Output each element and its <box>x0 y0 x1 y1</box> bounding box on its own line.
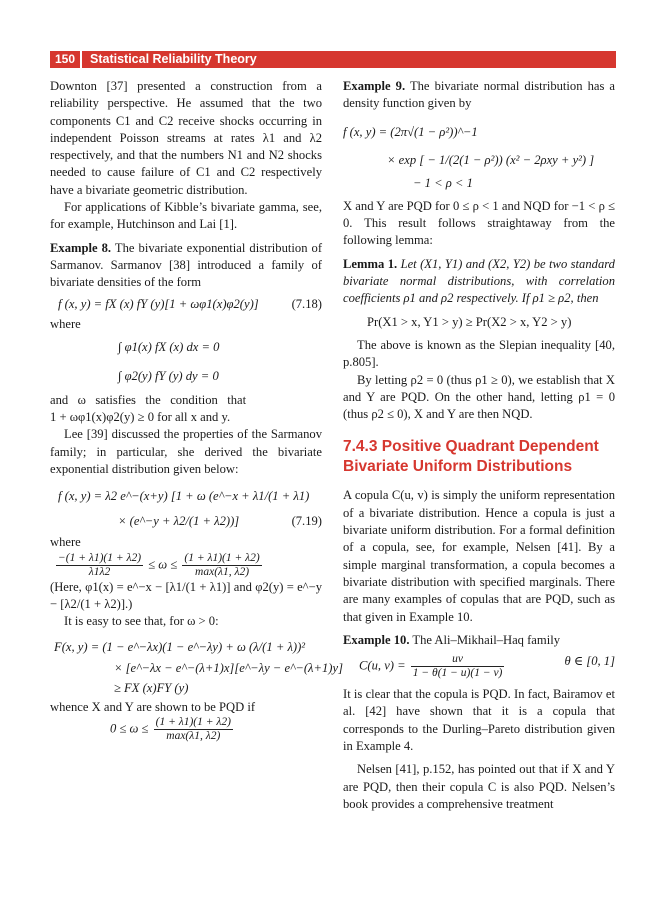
omega-lower-numerator: −(1 + λ1)(1 + λ2) <box>58 551 142 564</box>
pqd-bound-fraction <box>154 716 233 743</box>
pqd-bound-numerator: (1 + λ1)(1 + λ2) <box>155 716 231 729</box>
equation-7-18-body: f (x, y) = fX (x) fY (y)[1 + ωφ1(x)φ2(y)] <box>58 296 259 311</box>
lemma-1-text: Let (X1, Y1) and (X2, Y2) be two standard bivariate normal distributions, with correlation coefficients ρ1 and ρ2 respectively. If ρ1 ≥ ρ2, then <box>343 256 615 306</box>
amh-copula-left: C(u, v) = <box>359 658 406 673</box>
phi-definitions: (Here, φ1(x) = e^−x − [λ1/(1 + λ1)] and φ2(y) = e^−y − [λ2/(1 + λ2)].) <box>50 579 322 611</box>
equation-7-19-line-2-body: × (e^−y + λ2/(1 + λ2))] <box>118 514 240 529</box>
condition-line: and ω satisfies the condition that <box>50 392 247 407</box>
page-number: 150 <box>54 52 76 66</box>
right-column <box>343 78 615 813</box>
example-9-label: Example 9. <box>343 79 406 93</box>
example-10-label: Example 10. <box>343 632 410 647</box>
cdf-line-2: × [e^−λx − e^−(λ+1)x][e^−λy − e^−(λ+1)y] <box>114 661 343 676</box>
equation-7-19-line-1: f (x, y) = λ2 e^−(x+y) [1 + ω (e^−x + λ1/(1 + λ1) <box>58 489 310 504</box>
slepian-paragraph: The above is known as the Slepian inequality [40, p.805]. <box>343 337 615 370</box>
example-8 <box>50 240 322 292</box>
lemma-1-label: Lemma 1. <box>343 256 398 271</box>
where-label-2: where <box>50 535 81 550</box>
equation-number-7-18: (7.18) <box>291 296 322 311</box>
normal-density-range: − 1 < ρ < 1 <box>413 175 473 190</box>
pqd-bound-left: 0 ≤ ω ≤ <box>110 721 149 736</box>
pqd-bound <box>50 716 322 743</box>
equation-7-19-line-2 <box>50 508 322 534</box>
omega-middle: ≤ ω ≤ <box>148 556 178 571</box>
rho-paragraph: By letting ρ2 = 0 (thus ρ1 ≥ 0), we establish that X and Y are PQD. On the other hand, letting ρ1 = 0 (thus ρ2 ≤ 0), X and Y are then NQD. <box>343 372 615 422</box>
pqd-bound-denominator: max(λ1, λ2) <box>166 730 221 743</box>
normal-density-line-1: f (x, y) = (2π√(1 − ρ²))^−1 <box>343 124 478 139</box>
omega-upper-numerator: (1 + λ1)(1 + λ2) <box>184 551 260 564</box>
omega-inequality <box>50 552 322 579</box>
integral-condition-2: ∫ φ2(y) fY (y) dy = 0 <box>118 369 219 384</box>
amh-copula-numerator: uv <box>411 653 505 667</box>
where-label-1: where <box>50 316 81 331</box>
copula-paragraph: A copula C(u, v) is simply the uniform representation of a bivariate distribution. Hence a copula is just a bivariate uniform distribution. For a formal definition of a copula, see, for example, Nelsen [41]. By a simple marginal transformation, a copula becomes a bivariate distribution with specified marginals. There are many examples of copulas that are PQD, such as that given in Example 10. <box>343 488 615 624</box>
amh-theta-range: θ ∈ [0, 1] <box>564 654 615 669</box>
easy-to-see: It is easy to see that, for ω > 0: <box>64 614 219 629</box>
example-8-text: The bivariate exponential distribution of Sarmanov. Sarmanov [38] introduced a family of bivariate densities of the form <box>50 240 323 290</box>
integral-condition-1: ∫ φ1(x) fX (x) dx = 0 <box>118 340 220 355</box>
condition-formula: 1 + ωφ1(x)φ2(y) ≥ 0 for all x and y. <box>50 410 231 425</box>
example-8-label: Example 8. <box>50 240 112 255</box>
omega-upper-fraction <box>182 552 261 579</box>
omega-lower-fraction <box>56 552 143 579</box>
nelsen-paragraph: Nelsen [41], p.152, has pointed out that if X and Y are PQD, then their copula C is also PQD. Nelsen’s book provides a comprehensive treatment <box>343 762 615 811</box>
normal-density-line-2: × exp [ − 1/(2(1 − ρ²)) (x² − 2ρxy + y²) ] <box>387 152 595 167</box>
pqd-normal-paragraph: X and Y are PQD for 0 ≤ ρ < 1 and NQD for −1 < ρ ≤ 0. This result follows straightaway from the following lemma: <box>343 198 615 248</box>
cdf-line-1: F(x, y) = (1 − e^−λx)(1 − e^−λy) + ω (λ/(1 + λ))² <box>54 640 306 655</box>
section-heading-7-4-3: 7.4.3 Positive Quadrant Dependent Bivariate Uniform Distributions <box>343 438 599 476</box>
running-title: Statistical Reliability Theory <box>90 52 257 66</box>
example-10 <box>343 632 615 649</box>
omega-upper-denominator: max(λ1, λ2) <box>195 565 250 578</box>
equation-7-18 <box>50 296 322 313</box>
amh-copula-fraction <box>411 653 505 680</box>
slepian-inequality: Pr(X1 > x, Y1 > y) ≥ Pr(X2 > x, Y2 > y) <box>367 314 572 329</box>
paragraph-kibble: For applications of Kibble’s bivariate gamma, see, for example, Hutchinson and Lai [1]. <box>50 200 322 232</box>
example-10-text: The Ali–Mikhail–Haq family <box>412 632 560 647</box>
omega-lower-denominator: λ1λ2 <box>88 565 111 578</box>
paragraph-downton: Downton [37] presented a construction from a reliability perspective. He assumed that the two components C1 and C2 receive shocks occurring in independent Poisson streams at rates λ1 and λ2 respectively, and that the numbers N1 and N2 shocks needed to cause failure of C1 and C2 respectively have a bivariate geometric distribution. <box>50 79 322 197</box>
running-header <box>50 51 616 68</box>
cdf-line-3: ≥ FX (x)FY (y) <box>114 680 189 695</box>
example-9-text: The bivariate normal distribution has a density function given by <box>343 79 616 111</box>
equation-number-7-19: (7.19) <box>291 514 322 529</box>
amh-copula-denominator: 1 − θ(1 − u)(1 − v) <box>412 667 503 680</box>
lemma-1 <box>343 256 615 308</box>
paragraph-lee: Lee [39] discussed the properties of the Sarmanov family; in particular, she derived the bivariate exponential distribution given below: <box>50 427 322 476</box>
example-9 <box>343 78 615 113</box>
left-column <box>50 78 343 743</box>
header-divider <box>80 51 82 68</box>
amh-copula <box>343 653 615 680</box>
whence-line: whence X and Y are shown to be PQD if <box>50 700 256 715</box>
amh-paragraph: It is clear that the copula is PQD. In fact, Bairamov et al. [42] have shown that it is a copula that corresponds to the Durling–Pareto distribution given in Example 4. <box>343 687 615 754</box>
